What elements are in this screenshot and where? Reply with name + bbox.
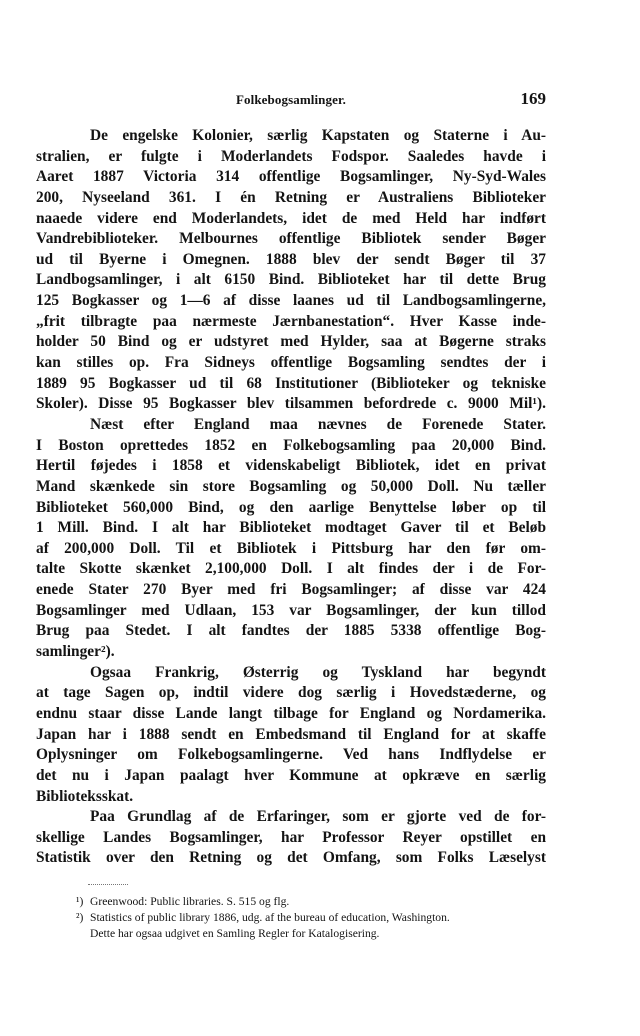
text-line: enede Stater 270 Byer med fri Bogsamlinger; af disse var 424: [36, 581, 546, 599]
text-line: Japan har i 1888 sendt en Embedsmand til England for at skaffe: [36, 725, 546, 743]
footnote-separator: [88, 884, 128, 885]
text-line: Aaret 1887 Victoria 314 offentlige Bogsamlinger, Ny-Syd-Wales: [36, 168, 546, 186]
text-line: af 200,000 Doll. Til et Bibliotek i Pittsburg har den før om-: [36, 539, 546, 557]
page-header: [36, 89, 546, 112]
text-line: talte Skotte skænket 2,100,000 Doll. I alt findes der i de For-: [36, 560, 546, 578]
text-line: Biblioteket 560,000 Bind, og den aarlige Benyttelse løber op til: [36, 498, 546, 516]
text-line: Brug paa Stedet. I alt fandtes der 1885 5338 offentlige Bog-: [36, 622, 546, 640]
text-line: 125 Bogkasser og 1—6 af disse laanes ud til Landbogsamlingerne,: [36, 292, 546, 310]
footnote-text: Dette har ogsaa udgivet en Samling Regler for Katalogisering.: [90, 927, 380, 940]
footnote-text: Statistics of public library 1886, udg. af the bureau of education, Washington.: [90, 911, 450, 924]
text-line: endnu staar disse Lande langt tilbage for England og Nordamerika.: [36, 704, 546, 722]
text-line: ud til Byerne i Omegnen. 1888 blev der sendt Bøger til 37: [36, 250, 546, 268]
text-line: det nu i Japan paalagt hver Kommune at opkræve en særlig: [36, 766, 546, 784]
text-line: 200, Nyseeland 361. I én Retning er Australiens Biblioteker: [36, 188, 546, 206]
text-line: Hertil føjedes i 1858 et videnskabeligt Bibliotek, idet en privat: [36, 457, 546, 475]
footnote-mark: ²): [76, 911, 84, 924]
page-number: 169: [520, 89, 546, 108]
footnote-mark: ¹): [76, 895, 84, 908]
text-line: Oplysninger om Folkebogsamlingerne. Ved hans Indflydelse er: [36, 746, 546, 764]
footnotes: [76, 894, 546, 942]
text-line: Statistik over den Retning og det Omfang, som Folks Læselyst: [36, 849, 546, 867]
text-line: holder 50 Bind og er udstyret med Hylder, saa at Bøgerne straks: [36, 333, 546, 351]
text-line: naaede videre end Moderlandets, idet de med Held har indført: [36, 209, 546, 227]
text-line: stralien, er fulgte i Moderlandets Fodspor. Saaledes havde i: [36, 147, 546, 165]
text-line: Biblioteksskat.: [36, 787, 134, 805]
text-line: at tage Sagen op, indtil videre dog særlig i Hovedstæderne, og: [36, 684, 546, 702]
text-line: Ogsaa Frankrig, Østerrig og Tyskland har begyndt: [90, 663, 546, 681]
running-title: Folkebogsamlinger.: [235, 92, 347, 107]
text-line: Landbogsamlinger, i alt 6150 Bind. Biblioteket har til dette Brug: [36, 271, 546, 289]
text-line: Paa Grundlag af de Erfaringer, som er gjorte ved de for-: [90, 808, 546, 826]
text-line: Næst efter England maa nævnes de Forenede Stater.: [90, 415, 546, 433]
text-line: 1 Mill. Bind. I alt har Biblioteket modtaget Gaver til et Beløb: [36, 519, 546, 537]
text-line: „frit tilbragte paa nærmeste Jærnbanestation“. Hver Kasse inde-: [36, 312, 546, 330]
footnote-text: Greenwood: Public libraries. S. 515 og flg.: [90, 895, 290, 908]
text-line: Vandrebiblioteker. Melbournes offentlige Bibliotek sender Bøger: [36, 230, 546, 248]
body-text: [36, 126, 546, 869]
text-line: Skoler). Disse 95 Bogkasser blev tilsammen befordrede c. 9000 Mil¹).: [36, 395, 546, 413]
text-line: I Boston oprettedes 1852 en Folkebogsamling paa 20,000 Bind.: [36, 436, 546, 454]
text-line: Mand skænkede sin store Bogsamling og 50,000 Doll. Nu tæller: [36, 477, 546, 495]
text-line: 1889 95 Bogkasser ud til 68 Institutioner (Biblioteker og tekniske: [36, 374, 546, 392]
footnote: [76, 910, 546, 926]
text-line: kan stilles op. Fra Sidneys offentlige Bogsamling sendtes der i: [36, 354, 546, 372]
text-line: skellige Landes Bogsamlinger, har Professor Reyer opstillet en: [36, 828, 546, 846]
footnote: [76, 894, 546, 910]
text-line: samlinger²).: [36, 643, 115, 661]
text-line: De engelske Kolonier, særlig Kapstaten og Staterne i Au-: [90, 127, 546, 144]
text-line: Bogsamlinger med Udlaan, 153 var Bogsamlinger, der kun tillod: [36, 601, 546, 619]
footnote-continuation: [76, 926, 546, 942]
